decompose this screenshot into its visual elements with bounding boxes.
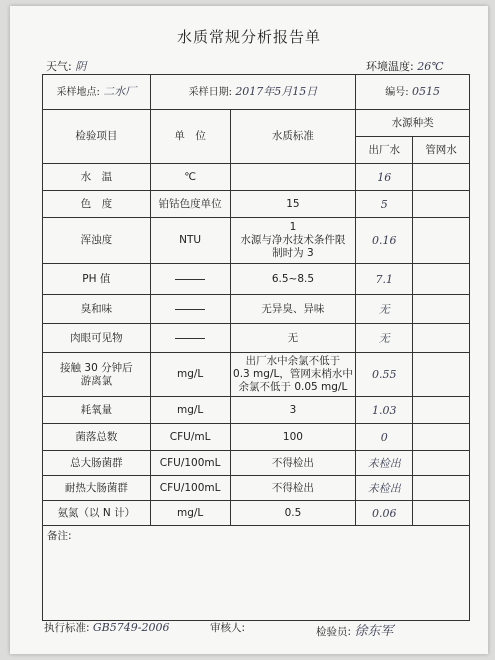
standard-cell: 0.5 bbox=[230, 501, 356, 526]
remarks-label: 备注: bbox=[47, 530, 72, 542]
unit-cell: CFU/100mL bbox=[150, 451, 230, 476]
ambient-temp-field bbox=[366, 58, 444, 74]
outlet-value: 无 bbox=[356, 295, 413, 324]
standard-value: GB5749-2006 bbox=[92, 621, 170, 634]
unit-cell: mg/L bbox=[150, 353, 230, 397]
standard-cell: 无异臭、异味 bbox=[230, 295, 356, 324]
item-cell: 肉眼可见物 bbox=[43, 324, 151, 353]
standard-cell: 6.5~8.5 bbox=[230, 264, 356, 295]
network-value bbox=[413, 476, 470, 501]
network-value bbox=[413, 324, 470, 353]
item-cell: 水 温 bbox=[43, 164, 151, 191]
unit-cell: CFU/mL bbox=[150, 424, 230, 451]
table-row bbox=[43, 451, 470, 476]
standard-cell: 1 水源与净水技术条件限 制时为 3 bbox=[230, 218, 356, 264]
table-row bbox=[43, 164, 470, 191]
unit-cell bbox=[150, 264, 230, 295]
outlet-value: 0.06 bbox=[356, 501, 413, 526]
item-cell: 耗氧量 bbox=[43, 397, 151, 424]
outlet-value: 0.55 bbox=[356, 353, 413, 397]
serial-no-cell: 编号: 0515 bbox=[356, 75, 470, 110]
inspector-label: 检验员: bbox=[316, 626, 352, 638]
standard-field bbox=[44, 620, 169, 635]
unit-cell: CFU/100mL bbox=[150, 476, 230, 501]
table-row bbox=[43, 324, 470, 353]
sampling-site-cell: 采样地点: 二水厂 bbox=[43, 75, 151, 110]
unit-cell: ℃ bbox=[150, 164, 230, 191]
network-value bbox=[413, 424, 470, 451]
outlet-value: 5 bbox=[356, 191, 413, 218]
inspector-field bbox=[316, 620, 393, 639]
weather-label: 天气: bbox=[46, 60, 72, 73]
outlet-value: 7.1 bbox=[356, 264, 413, 295]
reviewer-field bbox=[210, 620, 245, 635]
item-cell: 臭和味 bbox=[43, 295, 151, 324]
table-row bbox=[43, 295, 470, 324]
header-item: 检验项目 bbox=[43, 110, 151, 164]
outlet-value: 未检出 bbox=[356, 476, 413, 501]
standard-cell: 无 bbox=[230, 324, 356, 353]
unit-cell bbox=[150, 324, 230, 353]
table-row bbox=[43, 264, 470, 295]
reviewer-label: 审核人: bbox=[210, 622, 246, 634]
remarks-cell bbox=[43, 526, 470, 621]
weather-field bbox=[46, 58, 86, 74]
outlet-value: 16 bbox=[356, 164, 413, 191]
unit-cell: mg/L bbox=[150, 501, 230, 526]
item-cell: 氨氮（以 N 计） bbox=[43, 501, 151, 526]
sampling-date-value: 2017年5月15日 bbox=[235, 85, 318, 98]
report-table bbox=[42, 74, 470, 621]
report-title: 水质常规分析报告单 bbox=[176, 28, 321, 46]
standard-label: 执行标准: bbox=[44, 622, 90, 634]
table-row bbox=[43, 191, 470, 218]
network-value bbox=[413, 501, 470, 526]
serial-no-value: 0515 bbox=[411, 85, 440, 98]
header-unit: 单 位 bbox=[150, 110, 230, 164]
header-row-1 bbox=[43, 110, 470, 137]
ambient-temp-value: 26℃ bbox=[417, 60, 444, 73]
item-cell: 总大肠菌群 bbox=[43, 451, 151, 476]
blank-line bbox=[175, 337, 205, 339]
sampling-date-cell: 采样日期: 2017年5月15日 bbox=[150, 75, 356, 110]
standard-cell: 出厂水中余氯不低于 0.3 mg/L，管网末梢水中 余氯不低于 0.05 mg/L bbox=[230, 353, 356, 397]
outlet-value: 0 bbox=[356, 424, 413, 451]
header-standard: 水质标准 bbox=[230, 110, 356, 164]
standard-cell: 不得检出 bbox=[230, 451, 356, 476]
network-value bbox=[413, 191, 470, 218]
outlet-value: 无 bbox=[356, 324, 413, 353]
table-row bbox=[43, 218, 470, 264]
standard-cell: 3 bbox=[230, 397, 356, 424]
network-value bbox=[413, 264, 470, 295]
table-row bbox=[43, 397, 470, 424]
unit-cell: NTU bbox=[150, 218, 230, 264]
sampling-site-value: 二水厂 bbox=[103, 85, 137, 98]
item-cell: 菌落总数 bbox=[43, 424, 151, 451]
network-value bbox=[413, 218, 470, 264]
header-source-type: 水源种类 bbox=[356, 110, 470, 137]
unit-cell: mg/L bbox=[150, 397, 230, 424]
remarks-row bbox=[43, 526, 470, 621]
table-row bbox=[43, 501, 470, 526]
outlet-value: 0.16 bbox=[356, 218, 413, 264]
network-value bbox=[413, 397, 470, 424]
standard-cell: 15 bbox=[230, 191, 356, 218]
item-cell: 耐热大肠菌群 bbox=[43, 476, 151, 501]
unit-cell: 铂钴色度单位 bbox=[150, 191, 230, 218]
header-outlet: 出厂水 bbox=[356, 137, 413, 164]
network-value bbox=[413, 295, 470, 324]
item-cell: 接触 30 分钟后 游离氯 bbox=[43, 353, 151, 397]
weather-value: 阴 bbox=[75, 60, 87, 73]
report-sheet bbox=[10, 6, 488, 654]
info-row bbox=[43, 75, 470, 110]
ditto-mark bbox=[175, 308, 205, 310]
standard-cell: 不得检出 bbox=[230, 476, 356, 501]
network-value bbox=[413, 451, 470, 476]
item-cell: 浑浊度 bbox=[43, 218, 151, 264]
ambient-temp-label: 环境温度: bbox=[366, 60, 414, 73]
inspector-signature: 徐东军 bbox=[354, 624, 394, 639]
table-row bbox=[43, 353, 470, 397]
network-value bbox=[413, 164, 470, 191]
standard-cell: 100 bbox=[230, 424, 356, 451]
item-cell: 色 度 bbox=[43, 191, 151, 218]
table-row bbox=[43, 476, 470, 501]
standard-cell bbox=[230, 164, 356, 191]
ditto-mark bbox=[175, 278, 205, 280]
outlet-value: 1.03 bbox=[356, 397, 413, 424]
item-cell: PH 值 bbox=[43, 264, 151, 295]
outlet-value: 未检出 bbox=[356, 451, 413, 476]
header-network: 管网水 bbox=[413, 137, 470, 164]
unit-cell bbox=[150, 295, 230, 324]
network-value bbox=[413, 353, 470, 397]
table-row bbox=[43, 424, 470, 451]
